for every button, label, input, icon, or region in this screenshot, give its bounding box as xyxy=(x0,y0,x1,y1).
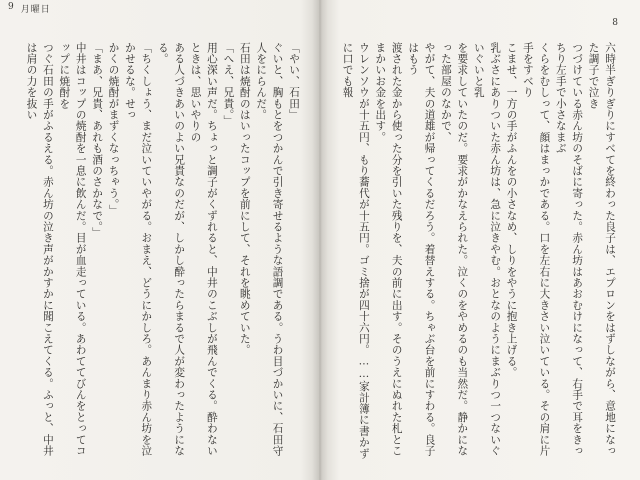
text-line: ある人づきあいのよい兄貴なのだが、しかし酔ったらまるで人が変わったようになる。 xyxy=(156,42,186,457)
text-line: を要求していたのだ。要求がかなえられた。泣くのをやめるのも当然だ。静かになった部屋のなかで、 xyxy=(439,42,469,457)
text-line: 「ちくしょう、まだ泣いていやがる。おまえ、どうにかしろ。あんまり赤ん坊を泣かせるな。せっ xyxy=(123,42,153,457)
text-line: ウレンソウが十五円、もり蕎代が十五円。ゴミ捨が四十六円。……家計簿に書かずに口でも報 xyxy=(342,42,370,460)
left-page-text xyxy=(22,42,302,462)
text-line: 用心深い声だ。ちょっと調子がくずれると、中井のこぶしが飛んでくる。酔わないときは、思いやりの xyxy=(189,42,218,457)
text-line: 「やい、石田」 xyxy=(288,42,300,121)
text-line: 石田は焼酎のはいったコップを前にして、それを眺めていた。 xyxy=(238,42,251,356)
right-page-text xyxy=(342,42,618,462)
right-page xyxy=(320,0,640,480)
text-line: かくの焼酎がまずくなっちゃう。」 xyxy=(107,42,120,216)
text-line: 六時半ぎりぎりにすべてを終わった良子は、エプロンをはずしながら、意地になった調子で泣き xyxy=(587,42,616,457)
text-line: くらをむしって、顔はまっかである。口を左右に大きさい泣いている。その肩に片手をすべり xyxy=(521,42,551,457)
left-page-number: 9 xyxy=(8,2,15,12)
text-line: つぐ石田の手がふるえる。赤ん坊の泣き声がかすかに聞こえてくる。ふっと、中井は肩の力を抜い xyxy=(25,42,54,457)
left-page-header xyxy=(8,2,51,15)
text-line: つづけている赤ん坊のそばに寄った。赤ん坊はあおむけになって、右手で耳をきっちり左手で小さなまぶ xyxy=(554,42,584,457)
text-line: ぐいと、胸もとをつかんで引き寄せるような語調である。うわ目づかいに、石田守人をにらんだ。 xyxy=(255,42,284,457)
text-line: こませ、一方の手がふんをの小さなめ、しりをやうに抱き上げる。 xyxy=(505,42,518,378)
text-line: 中井はコップの焼酎を一息に飲んだ。目が血走っている。あわててびんをとってコップに焼酎を xyxy=(58,42,87,457)
text-line: 「まあ、兄貴、あれも酒のさかなで。」 xyxy=(91,42,104,239)
right-page-number: 8 xyxy=(612,18,618,28)
text-line: 乳ぶさにありついた赤ん坊は、急に泣きやむ。おとなのようにまぶりつ一つないぐいぐいと乳 xyxy=(472,42,502,457)
text-line: やがて、夫の道雄が帰ってくるだろう。着替えする。ちゃぶ台を前にすわる。良子はもう xyxy=(407,42,436,457)
running-head: 月曜日 xyxy=(20,5,51,15)
text-line: 「へえ、兄貴。」 xyxy=(222,42,235,127)
text-line: 渡された金から使った分を引いた残りを、夫の前に出す。そのうえにぬれた札とこまかいお金を出す。 xyxy=(374,42,403,457)
